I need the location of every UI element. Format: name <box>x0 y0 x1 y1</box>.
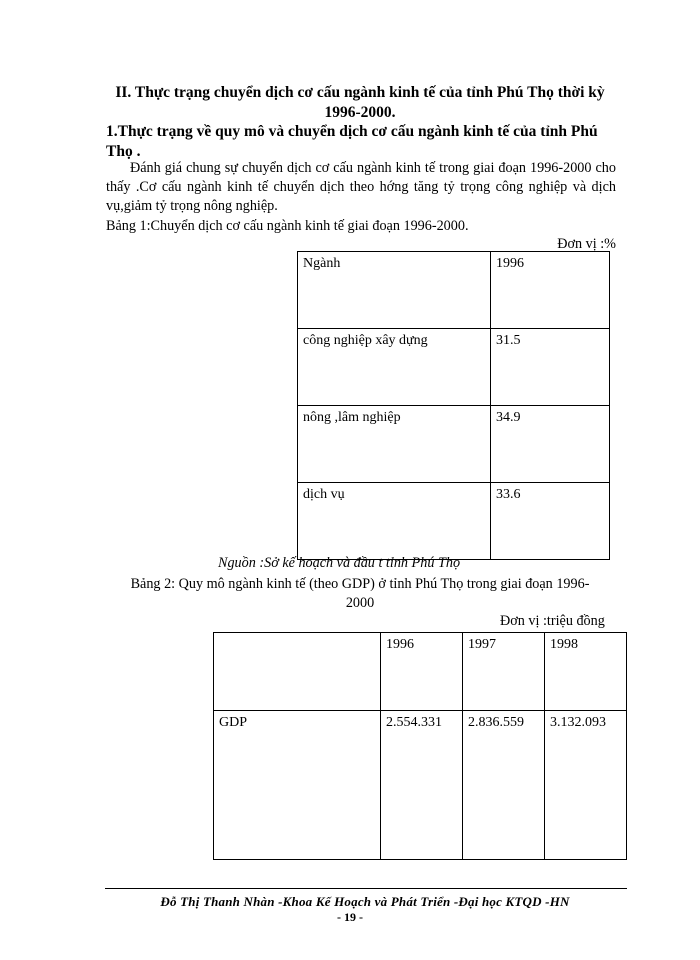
table-cell: công nghiệp xây dựng <box>298 329 491 406</box>
table2 <box>213 632 627 860</box>
body-paragraph-text: Đánh giá chung sự chuyển dịch cơ cấu ngành kinh tế trong giai đoạn 1996-2000 cho thấy .Cơ cấu ngành kinh tế chuyển dịch theo hớng tăng tỷ trọng công nghiệp và dịch vụ,giảm tỷ trọng nông nghiệp. <box>106 160 616 214</box>
table-cell: 1997 <box>463 633 545 711</box>
table1-caption: Bảng 1:Chuyển dịch cơ cấu ngành kinh tế giai đoạn 1996-2000. <box>106 218 469 234</box>
table-cell: 31.5 <box>491 329 610 406</box>
table-cell: 1998 <box>545 633 627 711</box>
table-cell: 34.9 <box>491 406 610 483</box>
table-cell: 2.554.331 <box>381 711 463 860</box>
table1-unit: Đơn vị :% <box>557 236 616 252</box>
table-row <box>298 406 610 483</box>
table-cell: nông ,lâm nghiệp <box>298 406 491 483</box>
page-number: - 19 - <box>337 910 363 924</box>
subsection-heading: 1.Thực trạng về quy mô và chuyển dịch cơ cấu ngành kinh tế của tỉnh Phú Thọ . <box>106 123 598 160</box>
table-header-row <box>298 252 610 329</box>
table-cell: 3.132.093 <box>545 711 627 860</box>
section-heading: II. Thực trạng chuyển dịch cơ cấu ngành kinh tế của tỉnh Phú Thọ thời kỳ 1996-2000. <box>115 84 605 121</box>
table-cell: Ngành <box>298 252 491 329</box>
table1 <box>297 251 610 560</box>
table-cell: 2.836.559 <box>463 711 545 860</box>
table-header-row <box>214 633 627 711</box>
table-cell: 1996 <box>381 633 463 711</box>
footer-divider <box>105 888 627 889</box>
table1-source: Nguồn :Sở kế hoạch và đầu t tỉnh Phú Thọ <box>218 555 461 571</box>
table-cell: dịch vụ <box>298 483 491 560</box>
table-cell <box>214 633 381 711</box>
table-row <box>214 711 627 860</box>
table-cell: 33.6 <box>491 483 610 560</box>
table-cell: GDP <box>214 711 381 860</box>
table2-caption: Bảng 2: Quy mô ngành kinh tế (theo GDP) ở tỉnh Phú Thọ trong giai đoạn 1996-2000 <box>130 576 590 611</box>
body-paragraph <box>106 159 616 216</box>
table-row <box>298 483 610 560</box>
table-row <box>298 329 610 406</box>
table-cell: 1996 <box>491 252 610 329</box>
footer-text: Đỗ Thị Thanh Nhàn -Khoa Kế Hoạch và Phát Triển -Đại học KTQD -HN <box>160 894 570 909</box>
table2-unit: Đơn vị :triệu đồng <box>500 613 605 629</box>
